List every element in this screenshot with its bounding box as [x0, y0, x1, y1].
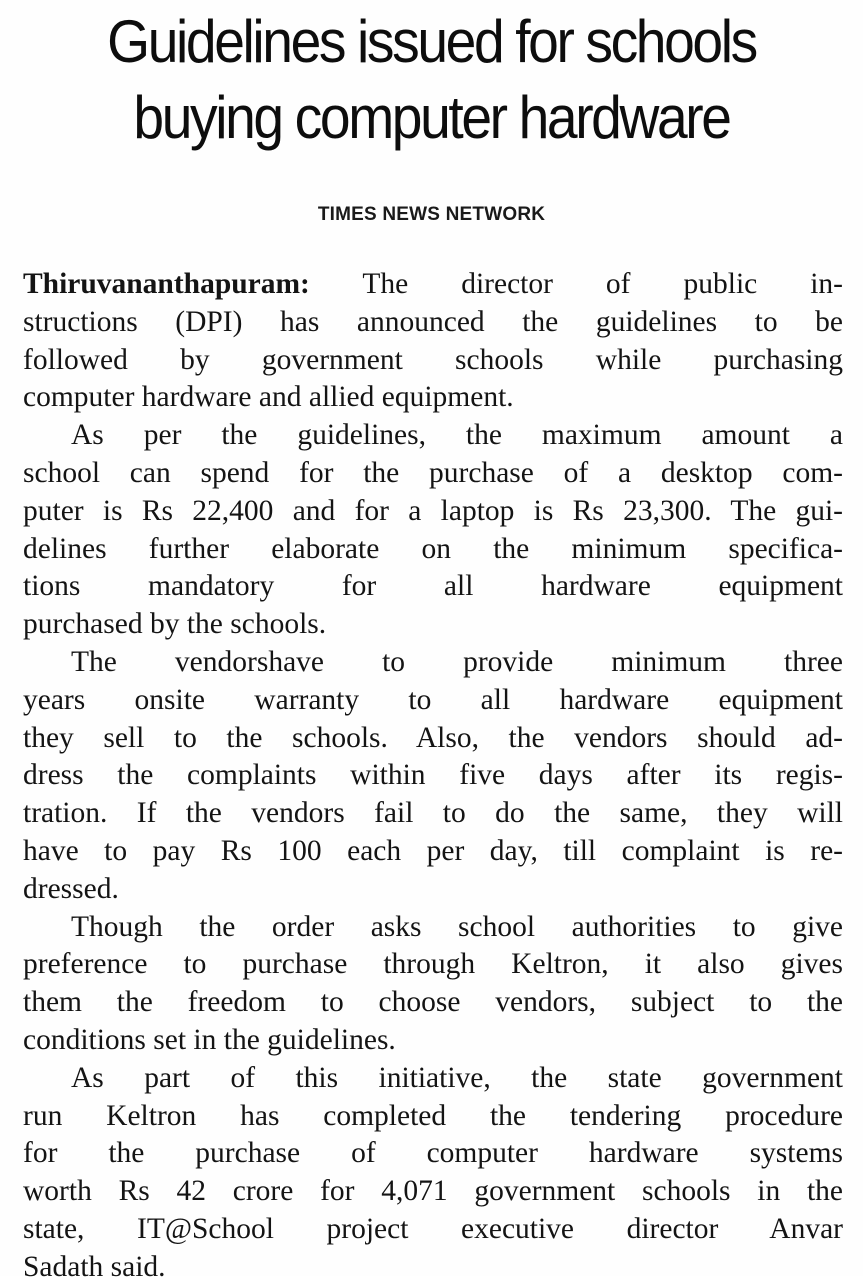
headline-line: buying computer hardware: [133, 84, 730, 151]
paragraph-line: delines further elaborate on the minimum specifica-: [23, 532, 843, 565]
paragraph-line: structions (DPI) has announced the guidelines to be: [23, 305, 843, 338]
article-byline: TIMES NEWS NETWORK: [317, 204, 546, 225]
paragraph-line: run Keltron has completed the tendering procedure: [23, 1099, 843, 1132]
article-body: [23, 266, 843, 1287]
paragraph-line: conditions set in the guidelines.: [23, 1023, 396, 1056]
paragraph-line: The vendorshave to provide minimum three: [71, 645, 843, 678]
paragraph-line: dress the complaints within five days after its regis-: [23, 759, 843, 792]
article-paragraph: [23, 417, 843, 644]
article-paragraph: [23, 1060, 843, 1287]
paragraph-line: computer hardware and allied equipment.: [23, 381, 514, 414]
paragraph-line: tions mandatory for all hardware equipment: [23, 570, 843, 603]
paragraph-line-text: The director of public in-: [309, 268, 843, 300]
article-dateline: Thiruvananthapuram:: [23, 268, 310, 300]
paragraph-line: school can spend for the purchase of a desktop com-: [23, 456, 843, 489]
paragraph-line: for the purchase of computer hardware systems: [23, 1137, 843, 1170]
paragraph-line: they sell to the schools. Also, the vendors should ad-: [23, 721, 843, 754]
paragraph-line: them the freedom to choose vendors, subject to the: [23, 986, 843, 1019]
paragraph-line: As part of this initiative, the state government: [71, 1061, 843, 1094]
paragraph-line: have to pay Rs 100 each per day, till complaint is re-: [23, 834, 843, 867]
article-paragraph: [23, 266, 843, 417]
paragraph-line: puter is Rs 22,400 and for a laptop is Rs 23,300. The gui-: [23, 494, 843, 527]
paragraph-line: years onsite warranty to all hardware equipment: [23, 683, 843, 716]
paragraph-line: tration. If the vendors fail to do the same, they will: [23, 797, 843, 830]
paragraph-line: dressed.: [23, 872, 119, 905]
headline-line: Guidelines issued for schools: [107, 8, 756, 75]
paragraph-line: [23, 266, 843, 304]
paragraph-line: followed by government schools while purchasing: [23, 343, 843, 376]
paragraph-line: worth Rs 42 crore for 4,071 government schools in the: [23, 1175, 843, 1208]
article-headline: [35, 0, 829, 156]
paragraph-line: purchased by the schools.: [23, 608, 327, 641]
paragraph-line: preference to purchase through Keltron, it also gives: [23, 948, 843, 981]
paragraph-line: Though the order asks school authorities to give: [71, 910, 843, 943]
article-paragraph: [23, 644, 843, 909]
paragraph-line: As per the guidelines, the maximum amount a: [71, 419, 843, 452]
paragraph-line: state, IT@School project executive director Anvar: [23, 1212, 843, 1245]
article-paragraph: [23, 909, 843, 1060]
paragraph-line: Sadath said.: [23, 1250, 166, 1283]
